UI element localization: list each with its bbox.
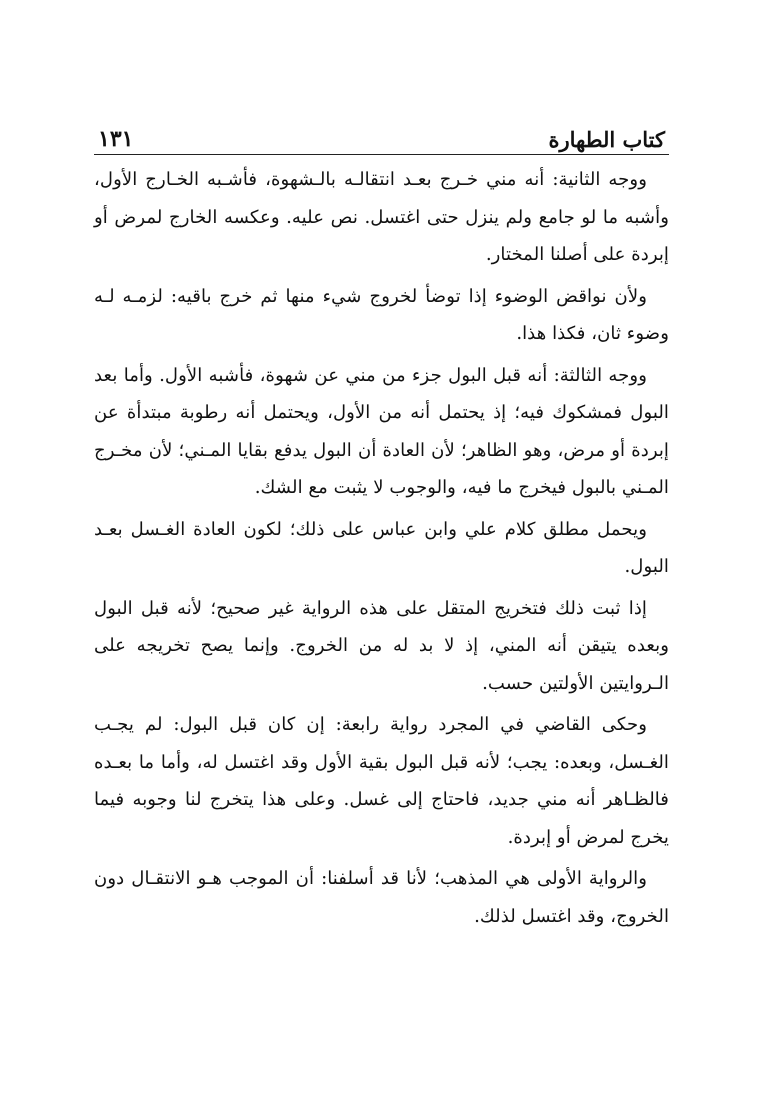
paragraph-text: وحكى القاضي في المجرد رواية رابعة: إن كان قبل البول: لم يجـب الغـسل، وبعده: يجب؛ لأنه قبل البول بقية الأول وقد اغتسل له، وأما ما بعـده فالظـاهر أنه مني جديد، فاحتاج إلى غسل. وعلى هذا يتخرج لنا وجوبه فيما يخرج لمرض أو إبردة. (94, 714, 669, 848)
paragraph-text: ويحمل مطلق كلام علي وابن عباس على ذلك؛ لكون العادة الغـسل بعـد البول. (94, 518, 669, 577)
paragraph-text: ووجه الثانية: أنه مني خـرج بعـد انتقالـه بالـشهوة، فأشـبه الخـارج الأول، وأشبه ما لو جامع ولم ينزل حتى اغتسل. نص عليه. وعكسه الخارج لمرض أو إبردة على أصلنا المختار. (94, 169, 669, 265)
chapter-title: كتاب الطهارة (548, 127, 665, 152)
paragraph (94, 161, 669, 274)
paragraph-text: ووجه الثالثة: أنه قبل البول جزء من مني عن شهوة، فأشبه الأول. وأما بعد البول فمشكوك فيه؛ إذ يحتمل أنه من الأول، ويحتمل أنه رطوبة مبتدأة عن إبردة أو مرض، وهو الظاهر؛ لأن العادة أن البول يدفع بقايا المـني؛ لأن مخـرج المـني بالبول فيخرج ما فيه، والوجوب لا يثبت مع الشك. (94, 364, 669, 498)
book-page (94, 118, 669, 939)
body-text (94, 161, 669, 935)
paragraph (94, 511, 669, 586)
paragraph (94, 860, 669, 935)
paragraph (94, 706, 669, 856)
paragraph (94, 357, 669, 507)
paragraph-text: والرواية الأولى هي المذهب؛ لأنا قد أسلفنا: أن الموجب هـو الانتقـال دون الخروج، وقد اغتسل لذلك. (94, 868, 669, 927)
page-number: ١٣١ (98, 126, 134, 152)
paragraph-text: ولأن نواقض الوضوء إذا توضأ لخروج شيء منها ثم خرج باقيه: لزمـه لـه وضوء ثان، فكذا هذا. (94, 285, 669, 344)
paragraph (94, 590, 669, 703)
paragraph-text: إذا ثبت ذلك فتخريج المتقل على هذه الرواية غير صحيح؛ لأنه قبل البول وبعده يتيقن أنه المني، إذ لا بد له من الخروج. وإنما يصح تخريجه على الـروايتين الأولتين حسب. (94, 597, 669, 694)
paragraph (94, 278, 669, 353)
running-header (94, 118, 669, 155)
